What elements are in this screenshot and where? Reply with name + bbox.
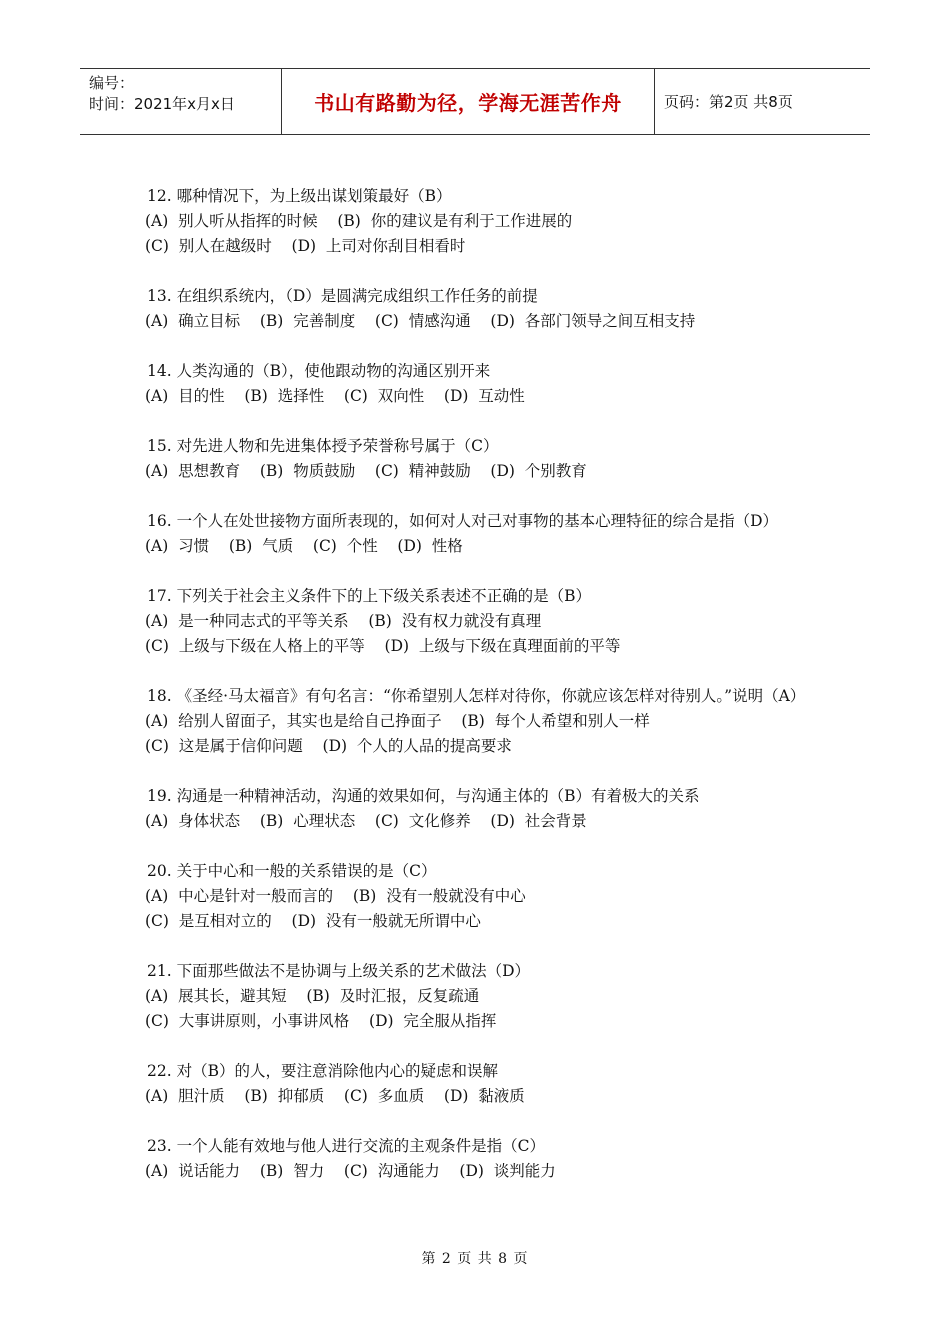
question-options: (A) 目的性 (B) 选择性 (C) 双向性 (D) 互动性 (145, 387, 525, 405)
question-item (145, 184, 810, 259)
question-stem: 18. 《圣经·马太福音》有句名言：“你希望别人怎样对待你，你就应该怎样对待别人。”说明（A） (147, 687, 806, 705)
question-stem: 22. 对（B）的人，要注意消除他内心的疑虑和误解 (147, 1062, 498, 1080)
time-line: 时间：2021年x月x日 (89, 95, 235, 113)
question-options: (A) 确立目标 (B) 完善制度 (C) 情感沟通 (D) 各部门领导之间互相支持 (145, 312, 696, 330)
question-list (145, 184, 810, 1209)
page-header (80, 68, 870, 135)
question-stem: 16. 一个人在处世接物方面所表现的，如何对人对己对事物的基本心理特征的综合是指（D） (147, 512, 779, 530)
question-options: (A) 别人听从指挥的时候 (B) 你的建议是有利于工作进展的 (145, 212, 573, 230)
header-motto: 书山有路勤为径，学海无涯苦作舟 (282, 69, 655, 134)
question-item (145, 1134, 810, 1184)
header-page-info: 页码：第2页 共8页 (664, 93, 793, 111)
question-item (145, 959, 810, 1034)
question-options: (A) 胆汁质 (B) 抑郁质 (C) 多血质 (D) 黏液质 (145, 1087, 525, 1105)
question-options: (C) 是互相对立的 (D) 没有一般就无所谓中心 (145, 912, 481, 930)
question-item (145, 584, 810, 659)
question-stem: 15. 对先进人物和先进集体授予荣誉称号属于（C） (147, 437, 499, 455)
question-stem: 21. 下面那些做法不是协调与上级关系的艺术做法（D） (147, 962, 531, 980)
page-footer: 第 2 页 共 8 页 (421, 1251, 529, 1267)
question-item (145, 284, 810, 334)
header-meta (80, 69, 282, 134)
question-stem: 19. 沟通是一种精神活动，沟通的效果如何，与沟通主体的（B）有着极大的关系 (147, 787, 700, 805)
question-options: (A) 思想教育 (B) 物质鼓励 (C) 精神鼓励 (D) 个别教育 (145, 462, 587, 480)
question-stem: 12. 哪种情况下，为上级出谋划策最好（B） (147, 187, 452, 205)
question-options: (C) 上级与下级在人格上的平等 (D) 上级与下级在真理面前的平等 (145, 637, 621, 655)
question-item (145, 1059, 810, 1109)
question-stem: 14. 人类沟通的（B），使他跟动物的沟通区别开来 (147, 362, 491, 380)
question-stem: 23. 一个人能有效地与他人进行交流的主观条件是指（C） (147, 1137, 545, 1155)
question-item (145, 784, 810, 834)
question-options: (A) 中心是针对一般而言的 (B) 没有一般就没有中心 (145, 887, 526, 905)
code-label: 编号： (89, 74, 135, 92)
question-options: (A) 身体状态 (B) 心理状态 (C) 文化修养 (D) 社会背景 (145, 812, 587, 830)
question-options: (A) 给别人留面子，其实也是给自己挣面子 (B) 每个人希望和别人一样 (145, 712, 650, 730)
question-item (145, 359, 810, 409)
question-item (145, 859, 810, 934)
question-options: (A) 是一种同志式的平等关系 (B) 没有权力就没有真理 (145, 612, 542, 630)
question-options: (A) 习惯 (B) 气质 (C) 个性 (D) 性格 (145, 537, 463, 555)
question-options: (C) 大事讲原则，小事讲风格 (D) 完全服从指挥 (145, 1012, 497, 1030)
question-options: (C) 别人在越级时 (D) 上司对你刮目相看时 (145, 237, 466, 255)
question-item (145, 509, 810, 559)
question-options: (A) 说话能力 (B) 智力 (C) 沟通能力 (D) 谈判能力 (145, 1162, 556, 1180)
question-item (145, 434, 810, 484)
question-item (145, 684, 810, 759)
question-stem: 20. 关于中心和一般的关系错误的是（C） (147, 862, 437, 880)
question-stem: 17. 下列关于社会主义条件下的上下级关系表述不正确的是（B） (147, 587, 591, 605)
question-options: (A) 展其长，避其短 (B) 及时汇报，反复疏通 (145, 987, 480, 1005)
question-options: (C) 这是属于信仰问题 (D) 个人的人品的提高要求 (145, 737, 512, 755)
question-stem: 13. 在组织系统内，（D）是圆满完成组织工作任务的前提 (147, 287, 538, 305)
